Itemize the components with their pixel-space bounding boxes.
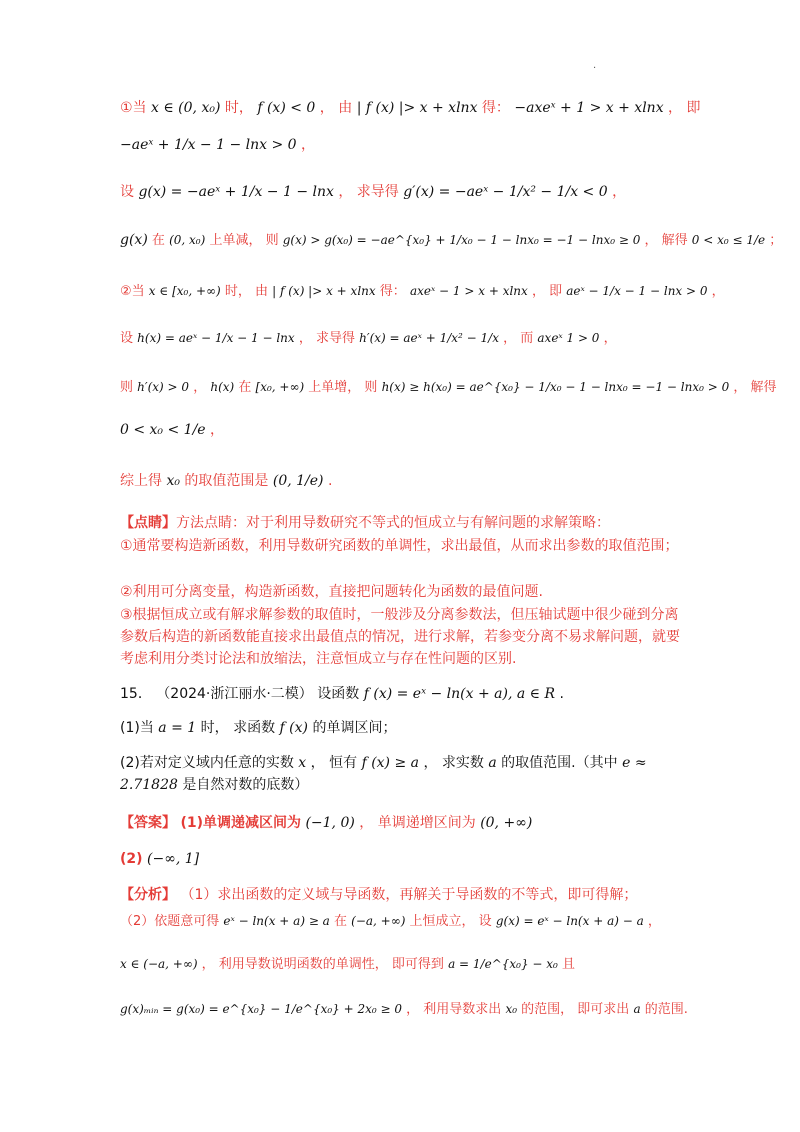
math-expression: e ≈ 2.71828 bbox=[120, 755, 647, 793]
text-segment: ， bbox=[210, 422, 225, 438]
math-expression: h(x) ≥ h(x₀) = ae^{x₀} − 1/x₀ − 1 − lnx₀ = −1 − lnx₀ > 0 bbox=[381, 380, 730, 394]
text-segment: 时， 求函数 bbox=[200, 720, 276, 736]
tip-item: ③根据恒成立或有解求解参数的取值时，一般涉及分离参数法，但压轴试题中很少碰到分离参数后构造的新函数能直接求出最值点的情况，进行求解，若参变分离不易求解问题，就要考虑利用分类讨论法和放缩法，注意恒成立与存在性问题的区别. bbox=[120, 607, 680, 667]
math-expression: aeˣ − 1/x − 1 − lnx > 0 bbox=[566, 284, 708, 298]
text-segment: 则 bbox=[120, 380, 134, 395]
math-expression: x₀ bbox=[505, 1002, 518, 1016]
text-segment: 是自然对数的底数） bbox=[182, 777, 309, 793]
text-segment: 在 bbox=[238, 380, 252, 395]
analysis-line bbox=[120, 998, 688, 1021]
text-segment: (2) bbox=[120, 851, 143, 867]
text-segment: 的单调区间； bbox=[312, 720, 397, 736]
case-one-line bbox=[120, 97, 701, 119]
text-segment: ， bbox=[612, 184, 627, 200]
math-expression: f (x) bbox=[279, 720, 308, 736]
problem-part-two bbox=[120, 752, 680, 796]
problem-line bbox=[120, 683, 680, 705]
math-expression: 0 < x₀ < 1/e bbox=[120, 422, 206, 438]
conclusion-line bbox=[120, 470, 680, 492]
text-segment: ， 单调递增区间为 bbox=[359, 815, 476, 831]
text-segment: 设函数 bbox=[317, 686, 360, 702]
case-two-line bbox=[120, 419, 680, 441]
problem-part-one bbox=[120, 717, 680, 739]
analysis-line bbox=[120, 884, 680, 906]
text-segment: （2）依题意可得 bbox=[120, 914, 220, 929]
text-segment: ， 求导得 bbox=[298, 331, 355, 346]
math-expression: a bbox=[488, 755, 497, 771]
math-expression: [x₀, +∞) bbox=[255, 380, 305, 394]
text-segment: 上恒成立， 设 bbox=[409, 914, 492, 929]
math-expression: a = 1 bbox=[158, 720, 197, 736]
text-segment: 的取值范围是 bbox=[184, 473, 269, 489]
text-segment: （1）求出函数的定义域与导函数，再解关于导函数的不等式，即可得解； bbox=[180, 887, 638, 903]
math-expression: −axeˣ + 1 > x + xlnx bbox=[514, 100, 664, 116]
text-segment: 上单减， 则 bbox=[209, 233, 279, 248]
problem-number: 15． bbox=[120, 686, 152, 702]
math-expression: x ∈ (0, x₀) bbox=[151, 100, 221, 116]
analysis-line bbox=[120, 910, 680, 933]
math-expression: g(x) > g(x₀) = −ae^{x₀} + 1/x₀ − 1 − lnx₀ = −1 − lnx₀ ≥ 0 bbox=[282, 233, 641, 247]
math-expression: f (x) ≥ a bbox=[361, 755, 419, 771]
case-two-line bbox=[120, 327, 680, 350]
math-expression: (−∞, 1] bbox=[147, 851, 200, 867]
text-segment: ； bbox=[769, 233, 783, 248]
math-expression: h′(x) > 0 bbox=[137, 380, 190, 394]
math-expression: f (x) = eˣ − ln(x + a), a ∈ R bbox=[363, 686, 556, 702]
math-expression: (0, x₀) bbox=[169, 233, 206, 247]
text-segment: ， bbox=[647, 914, 661, 929]
math-expression: a = 1/e^{x₀} − x₀ bbox=[448, 957, 558, 971]
tips-intro: 方法点睛：对于利用导数研究不等式的恒成立与有解问题的求解策略： bbox=[176, 515, 610, 531]
section-title: 【点睛】 bbox=[120, 515, 176, 531]
text-segment: 在 bbox=[151, 233, 165, 248]
math-expression: | f (x) |> x + xlnx bbox=[356, 100, 478, 116]
text-segment: ， 利用导数说明函数的单调性， 即可得到 bbox=[201, 957, 444, 972]
math-expression: f (x) < 0 bbox=[257, 100, 316, 116]
math-expression: a bbox=[633, 1002, 641, 1016]
text-segment: 设 bbox=[120, 184, 134, 200]
text-segment: 时， 由 bbox=[224, 284, 268, 299]
math-expression: x ∈ (−a, +∞) bbox=[120, 957, 198, 971]
text-segment: 时， bbox=[224, 100, 253, 116]
text-segment: ， 利用导数求出 bbox=[406, 1002, 502, 1017]
math-expression: | f (x) |> x + xlnx bbox=[272, 284, 376, 298]
text-segment: 综上得 bbox=[120, 473, 162, 489]
analysis-line bbox=[120, 953, 680, 976]
case-two-line bbox=[120, 376, 777, 399]
case-one-line bbox=[120, 181, 680, 203]
text-segment: ， bbox=[301, 137, 316, 153]
math-expression: g(x) = −aeˣ + 1/x − 1 − lnx bbox=[138, 184, 334, 200]
math-expression: (0, 1/e) bbox=[272, 473, 324, 489]
math-expression: h(x) = aeˣ − 1/x − 1 − lnx bbox=[137, 331, 295, 345]
math-expression: axeˣ − 1 > x + xlnx bbox=[409, 284, 528, 298]
text-segment: 的范围， 即可求出 bbox=[521, 1002, 630, 1017]
text-segment: . bbox=[327, 473, 333, 489]
math-expression: x bbox=[298, 755, 307, 771]
text-segment: ， 即 bbox=[668, 100, 701, 116]
math-expression: h′(x) = aeˣ + 1/x² − 1/x bbox=[359, 331, 499, 345]
math-expression: x₀ bbox=[166, 473, 180, 489]
text-segment: . bbox=[559, 686, 564, 702]
math-expression: (0, +∞) bbox=[480, 815, 533, 831]
text-segment: ， 解得 bbox=[644, 233, 688, 248]
text-segment: (1)当 bbox=[120, 720, 154, 736]
math-expression: x ∈ [x₀, +∞) bbox=[148, 284, 221, 298]
math-expression: g(x) = eˣ − ln(x + a) − a bbox=[495, 914, 644, 928]
text-segment: (2)若对定义域内任意的实数 bbox=[120, 755, 294, 771]
text-segment: ， 即 bbox=[531, 284, 563, 299]
text-segment: 且 bbox=[562, 957, 576, 972]
text-segment: 上单增， 则 bbox=[308, 380, 378, 395]
text-segment: ， 求实数 bbox=[423, 755, 484, 771]
text-segment: 得： bbox=[481, 100, 510, 116]
math-expression: h(x) bbox=[210, 380, 235, 394]
text-segment: 的范围. bbox=[644, 1002, 688, 1017]
text-segment: ， 而 bbox=[503, 331, 534, 346]
math-expression: −aeˣ + 1/x − 1 − lnx > 0 bbox=[120, 137, 297, 153]
math-expression: axeˣ 1 > 0 bbox=[537, 331, 600, 345]
tip-item: ②利用可分离变量，构造新函数，直接把问题转化为函数的最值问题. bbox=[120, 584, 543, 600]
text-segment: ②当 bbox=[120, 284, 145, 299]
text-segment: 在 bbox=[333, 914, 347, 929]
answer-part-two bbox=[120, 848, 680, 870]
math-expression: g′(x) = −aeˣ − 1/x² − 1/x < 0 bbox=[403, 184, 608, 200]
case-one-line bbox=[120, 134, 680, 156]
text-segment: 得： bbox=[379, 284, 406, 299]
method-tips-block bbox=[120, 512, 680, 534]
text-segment: 的取值范围.（其中 bbox=[501, 755, 618, 771]
text-segment: ， 恒有 bbox=[310, 755, 358, 771]
section-title: 【答案】 bbox=[120, 815, 176, 831]
tip-item: ①通常要构造新函数，利用导数研究函数的单调性，求出最值，从而求出参数的取值范围； bbox=[120, 538, 679, 554]
text-segment: ， bbox=[193, 380, 207, 395]
text-segment: 设 bbox=[120, 331, 134, 346]
text-segment: ， 求导得 bbox=[338, 184, 399, 200]
math-expression: (−1, 0) bbox=[305, 815, 355, 831]
text-segment: ， bbox=[603, 331, 617, 346]
case-one-line bbox=[120, 229, 783, 252]
math-expression: eˣ − ln(x + a) ≥ a bbox=[223, 914, 330, 928]
answer-line bbox=[120, 812, 680, 834]
text-segment: (1)单调递减区间为 bbox=[180, 815, 301, 831]
text-segment: ①当 bbox=[120, 100, 147, 116]
section-title: 【分析】 bbox=[120, 887, 176, 903]
problem-source: （2024·浙江丽水·二模） bbox=[156, 686, 313, 702]
text-segment: ， 由 bbox=[319, 100, 353, 116]
text-segment: ， bbox=[711, 284, 725, 299]
math-expression: g(x) bbox=[120, 232, 148, 248]
math-expression: g(x)ₘᵢₙ = g(x₀) = e^{x₀} − 1/e^{x₀} + 2x₀ ≥ 0 bbox=[120, 1002, 403, 1016]
text-segment: ， 解得 bbox=[733, 380, 777, 395]
math-expression: 0 < x₀ ≤ 1/e bbox=[691, 233, 766, 247]
math-expression: (−a, +∞) bbox=[351, 914, 406, 928]
case-two-line bbox=[120, 280, 725, 303]
page-marker: . bbox=[593, 60, 597, 71]
